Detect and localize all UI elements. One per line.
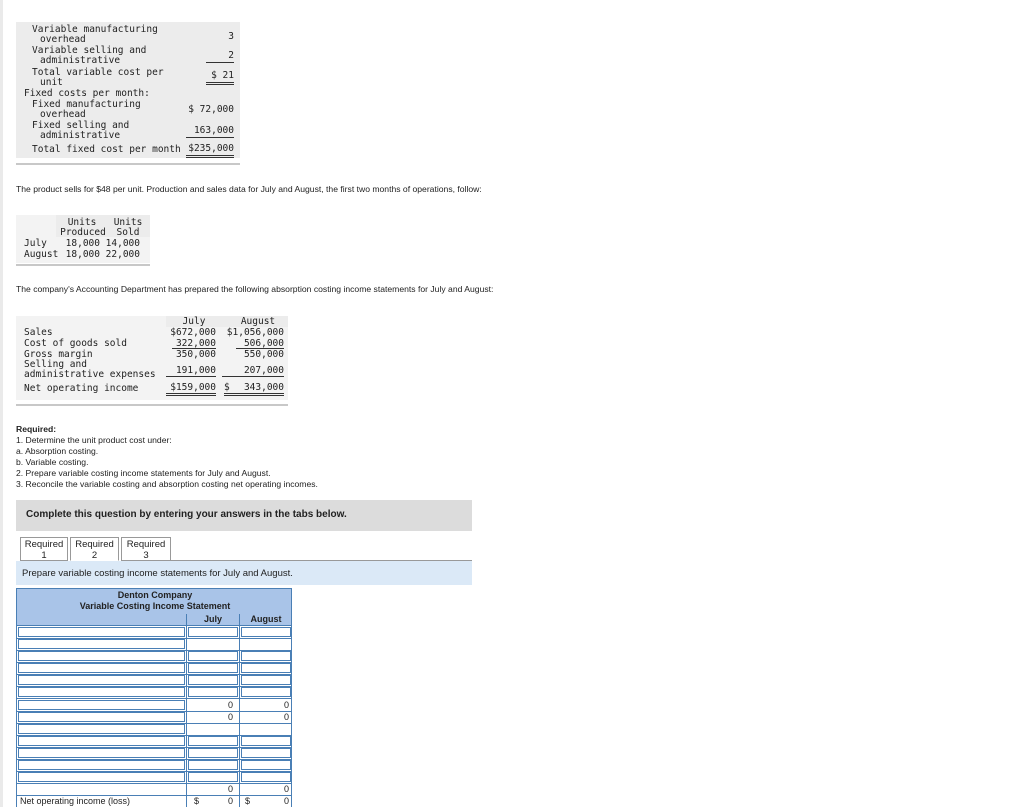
july-amount-input[interactable] (188, 675, 238, 685)
cell: 18,000 (65, 249, 100, 260)
row-label: unit (40, 77, 63, 88)
tab-required-3[interactable] (121, 537, 171, 561)
line-item-input[interactable] (18, 639, 185, 649)
cell: 350,000 (175, 349, 216, 360)
tab-number: 2 (91, 550, 98, 561)
line-item-input[interactable] (18, 627, 185, 637)
line-item-input[interactable] (18, 651, 185, 661)
august-amount-input[interactable] (241, 760, 291, 770)
july-amount-input[interactable] (188, 687, 238, 697)
july-amount-input[interactable] (188, 748, 238, 758)
cell: 506,000 (236, 338, 284, 349)
row-label: Total variable cost per (32, 67, 164, 78)
line-item-input[interactable] (18, 675, 185, 685)
row-value: $235,000 (186, 143, 234, 158)
col-header-august: August (240, 316, 276, 327)
august-amount-input[interactable] (241, 772, 291, 782)
cell: $159,000 (166, 382, 216, 396)
cell: 14,000 (105, 238, 140, 249)
statement-header (16, 588, 292, 626)
line-item-input[interactable] (18, 663, 185, 673)
july-amount-input[interactable] (188, 663, 238, 673)
line-item-input[interactable] (18, 748, 185, 758)
row-label: overhead (40, 34, 86, 45)
row-label: Cost of goods sold (24, 338, 127, 349)
cell: 191,000 (166, 365, 216, 377)
row-value: 163,000 (186, 125, 234, 138)
august-amount-input[interactable] (241, 748, 291, 758)
net-operating-income-row (16, 795, 292, 807)
absorption-statement (16, 316, 288, 400)
august-amount-input[interactable] (241, 663, 291, 673)
net-income-label: Net operating income (loss) (20, 796, 131, 806)
col-header-august: August (250, 614, 282, 624)
required-line: 2. Prepare variable costing income statements for July and August. (16, 468, 271, 478)
intro-paragraph: The product sells for $48 per unit. Production and sales data for July and August, the first two months of operations, follow: (16, 184, 482, 194)
cell: $1,056,000 (226, 327, 284, 338)
row-label: Sales (24, 327, 53, 338)
line-item-input[interactable] (18, 760, 185, 770)
dollar-sign: $ (194, 796, 200, 806)
divider (16, 404, 288, 406)
august-amount-input[interactable] (241, 675, 291, 685)
instruction-banner (16, 500, 472, 531)
row-label: administrative expenses (24, 369, 156, 380)
accounting-paragraph: The company's Accounting Department has prepared the following absorption costing income statements for July and August: (16, 284, 494, 294)
cell: 18,000 (65, 238, 100, 249)
required-line: a. Absorption costing. (16, 446, 99, 456)
dollar-sign: $ (245, 796, 251, 806)
july-amount-input[interactable] (188, 651, 238, 661)
row-label: Gross margin (24, 349, 93, 360)
row-label: Fixed selling and (32, 120, 130, 131)
header: Sold (116, 227, 140, 238)
header: Produced (60, 227, 106, 238)
tab-number: 3 (143, 550, 149, 561)
row-value: 2 (206, 50, 234, 63)
cost-table (16, 22, 240, 158)
row-label: overhead (40, 109, 86, 120)
july-amount-input[interactable] (188, 760, 238, 770)
required-line: 1. Determine the unit product cost under: (16, 435, 172, 445)
row-label: Selling and (24, 359, 87, 370)
august-zero: 0 (284, 712, 290, 722)
july-amount-input[interactable] (188, 736, 238, 746)
tab-label: Required (75, 539, 114, 550)
instruction-strip (16, 561, 472, 585)
tab-label: Required (24, 539, 64, 550)
month-label: July (24, 238, 47, 249)
required-line: b. Variable costing. (16, 457, 89, 467)
cell: 322,000 (172, 338, 216, 349)
cell (224, 382, 284, 396)
august-net-zero: 0 (284, 796, 290, 806)
row-label: Fixed costs per month: (24, 88, 150, 99)
row-value: $ 72,000 (188, 104, 234, 115)
divider (16, 264, 150, 266)
cell-value: 343,000 (243, 382, 284, 393)
august-amount-input[interactable] (241, 627, 291, 637)
july-zero: 0 (228, 784, 234, 794)
july-amount-input[interactable] (188, 772, 238, 782)
header: Units (113, 217, 143, 228)
statement-title: Variable Costing Income Statement (79, 601, 231, 611)
col-header-july: July (203, 614, 222, 624)
divider (16, 163, 240, 165)
month-label: August (24, 249, 59, 260)
tab-label: Required (126, 539, 166, 550)
required-title: Required: (16, 424, 57, 434)
row-value: $ 21 (206, 70, 234, 85)
august-zero: 0 (284, 700, 290, 710)
instruction-text: Prepare variable costing income statements for July and August. (22, 568, 293, 579)
line-item-input[interactable] (18, 772, 185, 782)
statement-row-6 (16, 686, 292, 699)
tab-required-1[interactable] (20, 537, 68, 561)
tab-required-2[interactable] (70, 537, 119, 561)
july-zero: 0 (228, 700, 234, 710)
line-item-input[interactable] (18, 687, 185, 697)
august-amount-input[interactable] (241, 651, 291, 661)
row-label: Net operating income (24, 383, 139, 394)
august-zero: 0 (284, 784, 290, 794)
row-value: 3 (228, 31, 234, 42)
cell: 207,000 (222, 365, 284, 377)
row-label: Total fixed cost per month (32, 144, 181, 155)
row-label: Variable manufacturing (32, 24, 158, 35)
july-zero: 0 (228, 712, 234, 722)
units-table (16, 215, 150, 263)
line-item-input[interactable] (18, 712, 185, 722)
required-section (16, 424, 516, 490)
dollar-sign: $ (224, 382, 230, 393)
august-amount-input[interactable] (241, 687, 291, 697)
line-item-input[interactable] (18, 700, 185, 710)
left-edge-shadow (0, 0, 3, 807)
row-label: administrative (40, 130, 121, 141)
banner-text: Complete this question by entering your answers in the tabs below. (26, 509, 347, 520)
tab-number: 1 (41, 550, 47, 561)
cell: $672,000 (170, 327, 216, 338)
required-line: 3. Reconcile the variable costing and absorption costing net operating incomes. (16, 479, 318, 489)
row-label: administrative (40, 55, 121, 66)
row-label: Variable selling and (32, 45, 147, 56)
august-amount-input[interactable] (241, 736, 291, 746)
cell: 550,000 (243, 349, 284, 360)
row-label: Fixed manufacturing (32, 99, 141, 110)
header: Units (67, 217, 97, 228)
col-header-july: July (182, 316, 206, 327)
company-name: Denton Company (117, 590, 193, 600)
july-net-zero: 0 (228, 796, 234, 806)
line-item-input[interactable] (18, 724, 185, 734)
cell: 22,000 (105, 249, 140, 260)
line-item-input[interactable] (18, 736, 185, 746)
july-amount-input[interactable] (188, 627, 238, 637)
